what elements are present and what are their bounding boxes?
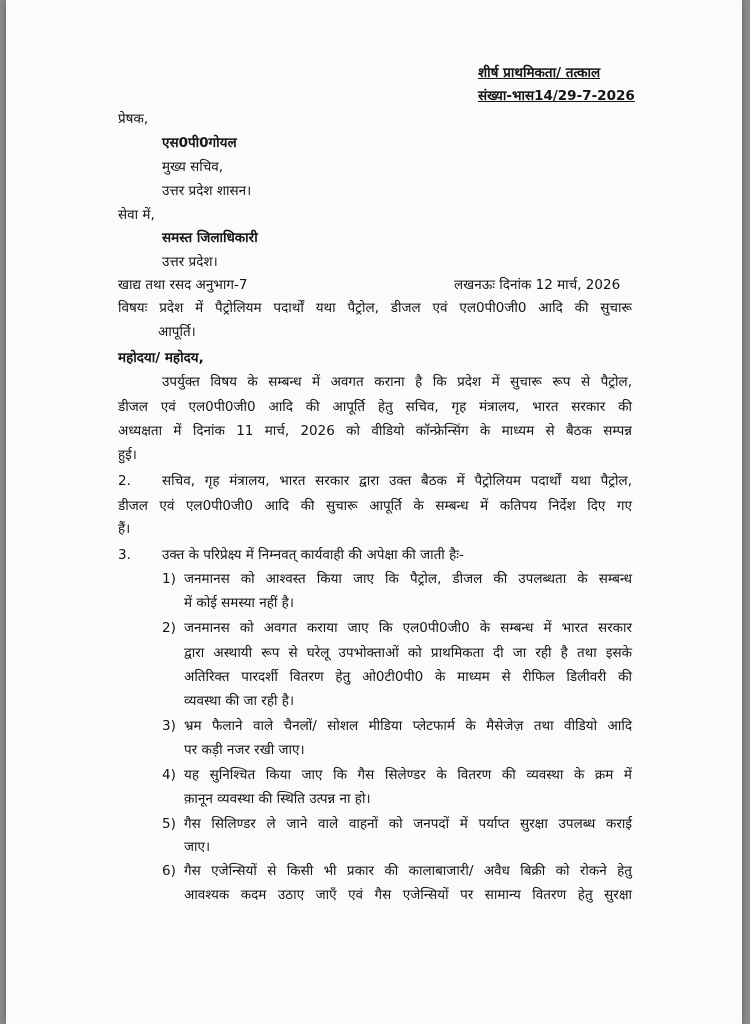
sender-label: प्रेषक,	[118, 111, 149, 127]
item-line: में कोई समस्या नहीं है।	[184, 595, 294, 611]
sender-designation: मुख्य सचिव,	[162, 159, 224, 175]
reference-number: संख्या-भास14/29-7-2026	[478, 88, 635, 104]
item-line: गैस सिलिण्डर ले जाने वाले वाहनों को जनपदों में पर्याप्त सुरक्षा उपलब्ध कराई	[184, 816, 632, 832]
para3-number: 3.	[118, 547, 131, 563]
item-number: 2)	[162, 620, 176, 636]
department-line: खाद्य तथा रसद अनुभाग-7	[118, 277, 248, 293]
item-number: 1)	[162, 571, 176, 587]
para2-line-3: हैं।	[118, 521, 131, 537]
item-line: अतिरिक्त पारदर्शी वितरण हेतु ओ0टी0पी0 के माध्यम से रीफिल डिलीवरी की	[184, 669, 632, 685]
recipient-state: उत्तर प्रदेश।	[162, 254, 218, 270]
priority-heading: शीर्ष प्राथमिकता/ तत्काल	[478, 65, 601, 81]
para2-line-2: डीजल एवं एल0पी0जी0 आदि की सुचारू आपूर्ति के सम्बन्ध में कतिपय निर्देश दिए गए	[118, 498, 632, 514]
para2-line-1: सचिव, गृह मंत्रालय, भारत सरकार द्वारा उक्त बैठक में पैट्रोलियम पदार्थों यथा पैट्रोल,	[162, 473, 632, 489]
item-number: 6)	[162, 863, 176, 879]
sender-office: उत्तर प्रदेश शासन।	[162, 183, 252, 199]
para1-line-1: उपर्युक्त विषय के सम्बन्ध में अवगत कराना है कि प्रदेश में सुचारू रूप से पैट्रोल,	[162, 374, 632, 390]
para2-number: 2.	[118, 473, 131, 489]
recipient-label: सेवा में,	[118, 207, 155, 223]
sender-name: एस0पी0गोयल	[162, 135, 237, 151]
recipient-name: समस्त जिलाधिकारी	[162, 230, 258, 246]
item-line: व्यवस्था की जा रही है।	[184, 693, 295, 709]
salutation: महोदया/ महोदय,	[118, 350, 204, 366]
item-line: पर कड़ी नजर रखी जाए।	[184, 742, 305, 758]
item-line: जनमानस को अवगत कराया जाए कि एल0पी0जी0 के सम्बन्ध में भारत सरकार	[184, 620, 632, 636]
subject-line-1: विषयः प्रदेश में पैट्रोलियम पदार्थों यथा पैट्रोल, डीजल एवं एल0पी0जी0 आदि की सुचारू	[118, 300, 632, 316]
para1-line-3: अध्यक्षता में दिनांक 11 मार्च, 2026 को वीडियो कॉन्फ्रेन्सिंग के माध्यम से बैठक सम्पन्न	[118, 423, 632, 439]
item-line: गैस एजेन्सियों से किसी भी प्रकार की कालाबाजारी/ अवैध बिक्री को रोकने हेतु	[184, 863, 632, 879]
item-line: भ्रम फैलाने वाले चैनलों/ सोशल मीडिया प्लेटफार्म के मैसेजेज़ तथा वीडियो आदि	[184, 718, 632, 734]
item-number: 4)	[162, 767, 176, 783]
item-line: यह सुनिश्चित किया जाए कि गैस सिलेण्डर के वितरण की व्यवस्था के क्रम में	[184, 767, 632, 783]
subject-line-2: आपूर्ति।	[158, 324, 196, 340]
para3-intro: उक्त के परिप्रेक्ष्य में निम्नवत् कार्यवाही की अपेक्षा की जाती हैः-	[162, 547, 464, 563]
item-line: जाए।	[184, 839, 211, 855]
para1-line-4: हुई।	[118, 447, 137, 463]
item-line: द्वारा अस्थायी रूप से घरेलू उपभोक्ताओं को प्राथमिकता दी जा रही है तथा इसके	[184, 645, 632, 661]
item-line: जनमानस को आश्वस्त किया जाए कि पैट्रोल, डीजल की उपलब्धता के सम्बन्ध	[184, 571, 632, 587]
item-number: 3)	[162, 718, 176, 734]
para1-line-2: डीजल एवं एल0पी0जी0 आदि की आपूर्ति हेतु सचिव, गृह मंत्रालय, भारत सरकार की	[118, 399, 632, 415]
item-number: 5)	[162, 816, 176, 832]
item-line: आवश्यक कदम उठाए जाएँ एवं गैस एजेन्सियों पर सामान्य वितरण हेतु सुरक्षा	[184, 887, 632, 903]
document-page	[6, 0, 742, 1024]
item-line: क़ानून व्यवस्था की स्थिति उत्पन्न ना हो।	[184, 791, 371, 807]
place-date: लखनऊः दिनांक 12 मार्च, 2026	[454, 277, 621, 293]
